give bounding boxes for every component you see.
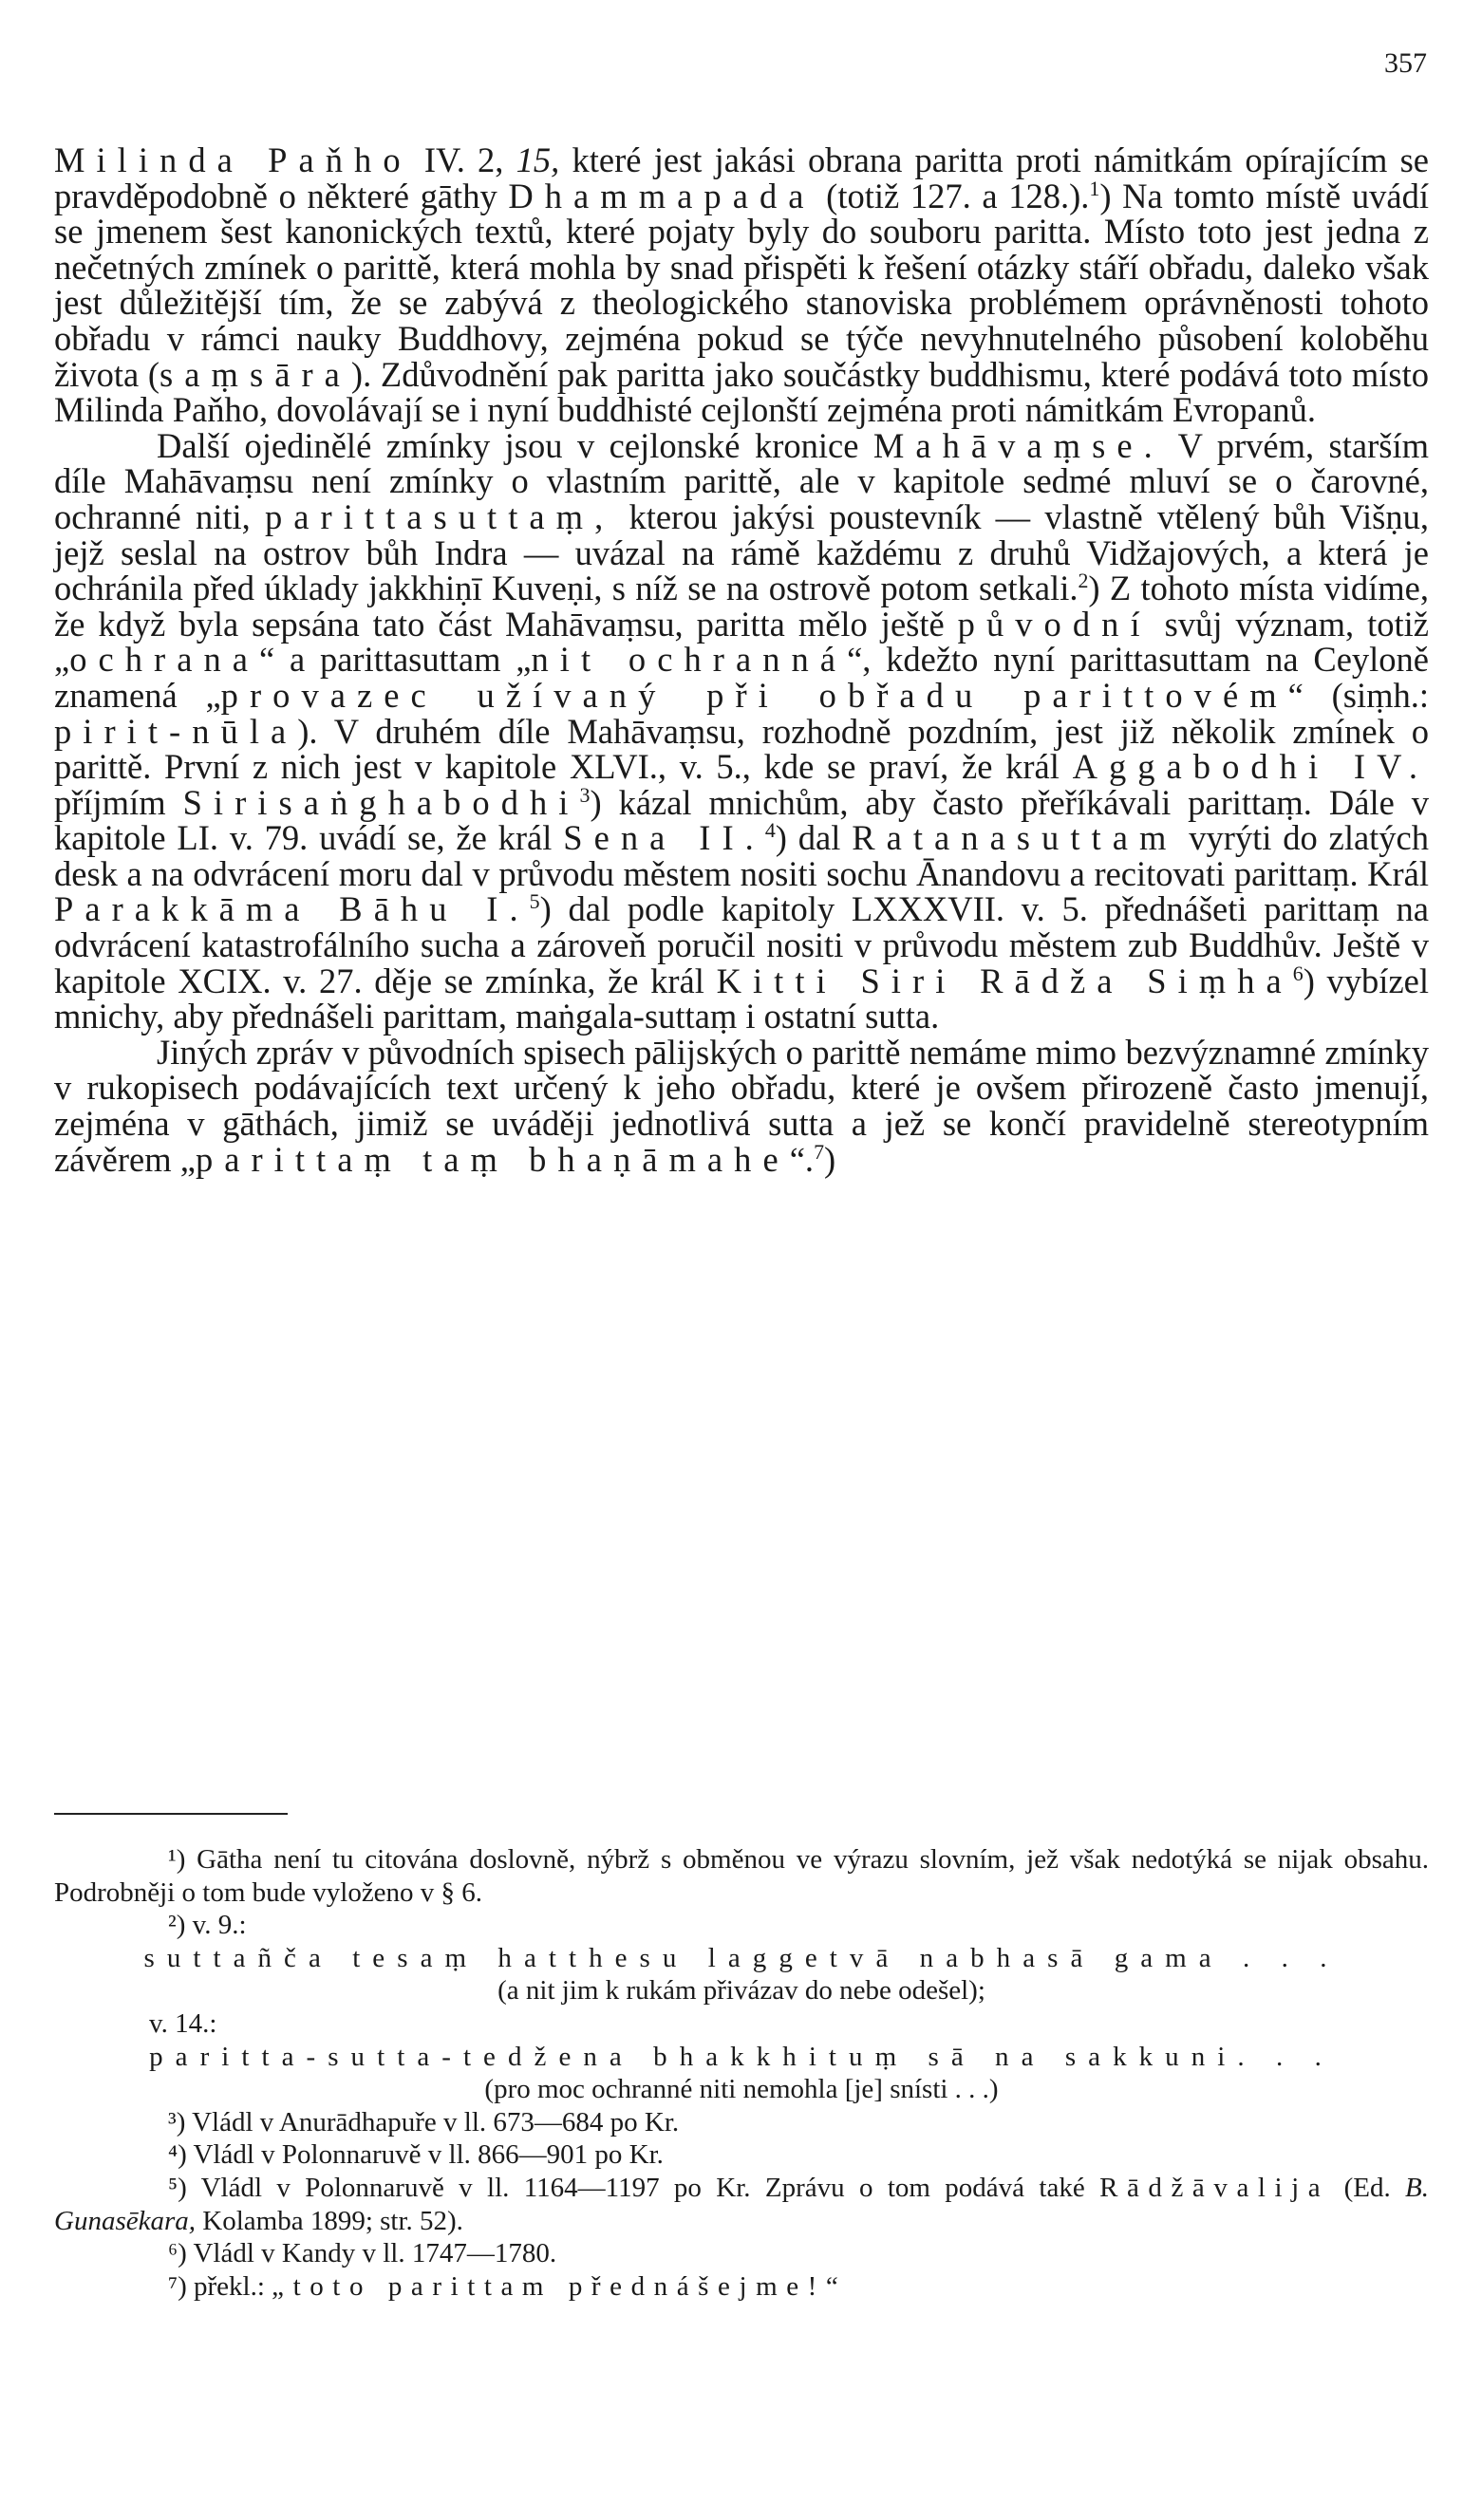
spaced-term: parittasuttaṃ,	[264, 496, 615, 536]
footnote-2-heading: ²) v. 9.:	[168, 1910, 247, 1941]
footnote-2-pali-verse-2: paritta-sutta-tedžena bhakkhituṃ sā na sakkuni. . .	[149, 2041, 1334, 2072]
footnote-4: ⁴) Vládl v Polonnaruvě v ll. 866—901 po Kr.	[168, 2139, 664, 2171]
footnote-2-translation: (a nit jim k rukám přivázav do nebe odešel);	[497, 1975, 985, 2007]
footnote-ref: 1	[1089, 176, 1100, 200]
text-run: ) Na tomto místě uvádí se jmenem šest kanonických textů, které pojaty byly do souboru paritta. Místo toto jest jedna z nečetných zmínek o parittě, která mohla by snad přispěti k řešení otázky stáří obřadu, daleko však jest důležitější tím, že se zabývá z theologického stanoviska problémem oprávněnosti tohoto obřadu v rámci nauky Buddhovy, zejména pokud se týče nevyhnutelného působení koloběhu života (	[54, 176, 1430, 394]
footnote-5-title: Rādžāvalija	[1099, 2172, 1330, 2203]
footnote-ref: 5	[529, 889, 540, 914]
footnote-2-pali-verse: suttañča tesaṃ hatthesu laggetvā nabhasā gama . . .	[143, 1942, 1340, 1973]
text-run: které jest jakási obrana paritta proti námitkám opírajícím se pravděpodobně o některé gāthy	[54, 140, 1430, 215]
text-run: Jiných zpráv v původních spisech pālijských o parittě nemáme mimo bezvýznamné zmínky v rukopisech podávajících text určený k jeho obřadu, které je ovšem přirozeně často jmenují, zejména v gāthách, jimiž se uváději jednotlivá sutta a jež se končí pravidelně stereotypním závěrem „	[54, 1032, 1429, 1179]
footnote-6: ⁶) Vládl v Kandy v ll. 1747—1780.	[168, 2238, 557, 2269]
footnote-ref: 7	[814, 1139, 825, 1164]
text-run: ) Z tohoto místa vidíme, že když byla sepsána tato část Mahāvaṃsu, paritta mělo ještě	[54, 569, 1430, 644]
text-run: )	[824, 1139, 836, 1179]
footnote-1: ¹) Gātha není tu citována doslovně, nýbrž s obměnou ve výrazu slovním, jež však nedotýká se nijak obsahu. Podrobněji o tom bude vyloženo v § 6.	[54, 1844, 1429, 1908]
footnote-5-edition-open: (Ed.	[1329, 2172, 1406, 2203]
spaced-term: Aggabodhi IV.	[1072, 747, 1429, 787]
text-run: Další ojedinělé zmínky jsou v cejlonské kronice	[157, 425, 873, 465]
page-number: 357	[1384, 47, 1427, 79]
text-run: ) vybízel mnichy, aby přednášeli parittam, maṅgala-suttaṃ i ostatní sutta.	[54, 961, 1429, 1036]
text-run: IV. 2,	[411, 140, 516, 179]
spaced-term: ochrana	[69, 640, 260, 680]
footnote-5-edition-close: Kolamba 1899; str. 52).	[196, 2205, 463, 2236]
spaced-term: Kitti Siri Rādža Siṃha	[716, 961, 1293, 1000]
footnote-5	[54, 2172, 1429, 2237]
text-run: ). V druhém díle Mahāvaṃsu, rozhodně pozdním, jest již několik zmínek o parittě. První z nich jest v kapitole XLVI., v. 5., kde se praví, že král	[54, 711, 1429, 787]
footnote-ref: 2	[1078, 568, 1089, 592]
footnote-2-verse-14: v. 14.:	[149, 2007, 217, 2039]
spaced-term: Ratanasuttam	[852, 818, 1178, 858]
spaced-term: provazec užívaný při obřadu parittovém	[220, 675, 1288, 715]
spaced-term: Milinda Paňho	[54, 140, 412, 179]
footnote-3: ³) Vládl v Anurādhapuře v ll. 673—684 po Kr.	[168, 2106, 680, 2137]
main-text	[54, 142, 1429, 1177]
text-run: svůj význam, totiž „	[54, 604, 1429, 680]
text-run: ) kázal mnichům, aby často přeříkávali parittaṃ. Dále v kapitole LI. v. 79. uvádí se, že král	[54, 782, 1429, 858]
footnotes	[54, 1843, 1429, 2303]
footnote-ref: 6	[1292, 961, 1304, 985]
footnote-2-translation-2: (pro moc ochranné niti nemohla [je] snísti . . .)	[484, 2074, 999, 2105]
text-run: ) dal podle kapitoly LXXXVII. v. 5. přednášeti parittaṃ na odvrácení katastrofálního sucha a zároveň poručil nositi v průvodu městem zub Buddhův. Ještě v kapitole XCIX. v. 27. děje se zmínka, že král	[54, 889, 1429, 1000]
footnote-7-quote: „toto parittam přednášejme!“	[272, 2270, 848, 2302]
spaced-term: Sirisaṅghabodhi	[182, 782, 580, 822]
text-run: “, kdežto nyní parittasuttam na Ceyloně znamená „	[54, 640, 1429, 715]
paragraph-1	[54, 142, 1429, 428]
spaced-term: původní	[957, 604, 1152, 644]
text-run: (totiž 127. a 128.).	[815, 176, 1090, 215]
footnote-7-label: ⁷) překl.:	[168, 2270, 272, 2302]
spaced-term: pirit-nūla	[54, 711, 298, 751]
text-run: vyrýti do zlatých desk a na odvrácení moru dal v průvodu městem nositi sochu Ānandovu a recitovati parittaṃ. Král	[54, 818, 1429, 893]
footnote-5-editor: B. Gunasēkara,	[54, 2172, 1430, 2236]
text-run: kterou jakýsi poustevník — vlastně vtělený bůh Višṇu, jejž seslal na ostrov bůh Indra — uvázal na rámě každému z druhů Vidžajových, a která je ochránila před úklady jakkhiṇī Kuveṇi, s níž se na ostrově potom setkali.	[54, 496, 1429, 608]
spaced-term: nit ochranná	[531, 640, 848, 680]
text-run: 15,	[516, 140, 560, 179]
footnote-ref: 4	[764, 818, 776, 843]
text-run: V prvém, starším díle Mahāvaṃsu není zmínky o vlastním parittě, ale v kapitole sedmé mluví se o čarovné, ochranné niti,	[54, 425, 1429, 536]
paragraph-2	[54, 425, 1430, 1036]
spaced-term: Dhammapada	[508, 176, 816, 215]
spaced-term: saṃsāra	[159, 354, 351, 394]
spaced-term: Sena II.	[563, 818, 765, 858]
spaced-term: Mahāvaṃse.	[872, 425, 1164, 465]
footnote-ref: 3	[579, 782, 591, 807]
text-run: ) dal	[775, 818, 853, 858]
text-run: “.	[789, 1139, 815, 1179]
text-run: příjmím	[54, 782, 183, 822]
spaced-term: Parakkāma Bāhu I.	[54, 889, 530, 929]
footnote-5-text: ⁵) Vládl v Polonnaruvě v ll. 1164—1197 po Kr. Zprávu o tom podává také	[168, 2172, 1085, 2203]
paragraph-3	[54, 1032, 1429, 1179]
text-run: “ (siṃh.:	[1287, 675, 1429, 715]
spaced-term: parittaṃ taṃ bhaṇāmahe	[195, 1139, 790, 1179]
text-run: ). Zdůvodnění pak paritta jako součástky buddhismu, které podává toto místo Milinda Paňho, dovolávají se i nyní buddhisté cejlonští zejména proti námitkám Evropanů.	[54, 354, 1429, 430]
text-run: “ a parittasuttam „	[259, 640, 532, 680]
footnote-7	[54, 2270, 1429, 2304]
footnote-divider	[54, 1813, 288, 1815]
